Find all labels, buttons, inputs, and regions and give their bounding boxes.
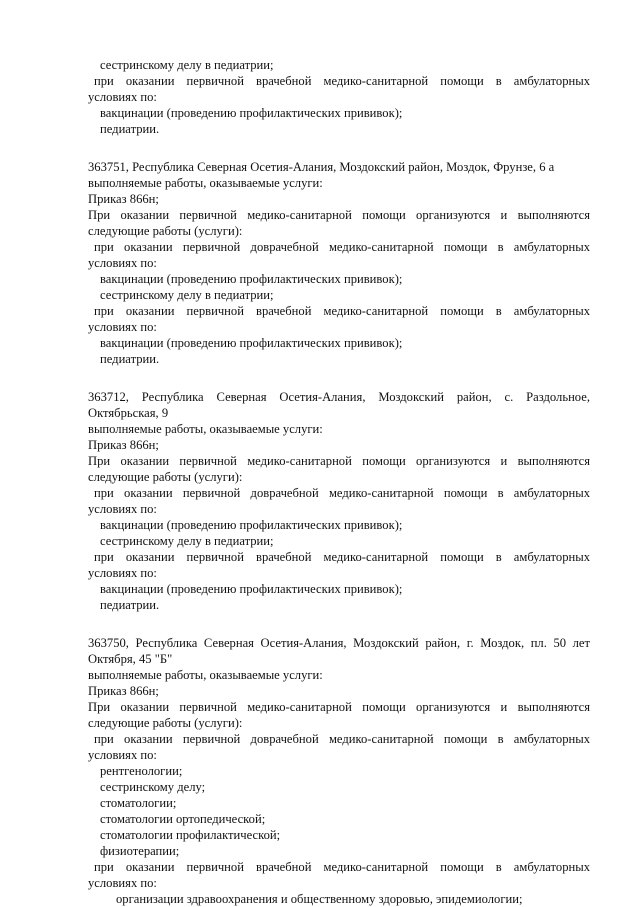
text-line: при оказании первичной врачебной медико-санитарной помощи в амбулаторных xyxy=(94,74,590,88)
text-line: При оказании первичной медико-санитарной помощи организуются и выполняются xyxy=(88,454,590,468)
text-line: условиях по: xyxy=(88,320,157,334)
list-item: вакцинации (проведению профилактических прививок); xyxy=(100,582,403,596)
text-line: условиях по: xyxy=(88,748,157,762)
text-line: условиях по: xyxy=(88,90,157,104)
address-line: 363751, Республика Северная Осетия-Алания, Моздокский район, Моздок, Фрунзе, 6 а xyxy=(88,160,555,174)
text-line: при оказании первичной врачебной медико-санитарной помощи в амбулаторных xyxy=(94,550,590,564)
text-line: при оказании первичной доврачебной медико-санитарной помощи в амбулаторных xyxy=(94,732,590,746)
order-reference: Приказ 866н; xyxy=(88,192,159,206)
text-line: при оказании первичной врачебной медико-санитарной помощи в амбулаторных xyxy=(94,860,590,874)
order-reference: Приказ 866н; xyxy=(88,438,159,452)
list-item: стоматологии профилактической; xyxy=(100,828,281,842)
text-line: условиях по: xyxy=(88,876,157,890)
list-item: сестринскому делу в педиатрии; xyxy=(100,288,274,302)
list-item: физиотерапии; xyxy=(100,844,180,858)
address-line: Октябрьская, 9 xyxy=(88,406,169,420)
text-line: вакцинации (проведению профилактических прививок); xyxy=(100,106,403,120)
list-item: педиатрии. xyxy=(100,598,160,612)
works-label: выполняемые работы, оказываемые услуги: xyxy=(88,176,323,190)
address-entry xyxy=(88,159,590,367)
list-item: сестринскому делу; xyxy=(100,780,206,794)
text-line: При оказании первичной медико-санитарной помощи организуются и выполняются xyxy=(88,700,590,714)
text-line: при оказании первичной врачебной медико-санитарной помощи в амбулаторных xyxy=(94,304,590,318)
list-item: сестринскому делу в педиатрии; xyxy=(100,534,274,548)
list-item: рентгенологии; xyxy=(100,764,183,778)
text-line: педиатрии. xyxy=(100,122,160,136)
document-body xyxy=(88,57,590,907)
text-line: при оказании первичной доврачебной медико-санитарной помощи в амбулаторных xyxy=(94,240,590,254)
list-item: организации здравоохранения и общественному здоровью, эпидемиологии; xyxy=(116,892,523,906)
text-line: следующие работы (услуги): xyxy=(88,470,243,484)
address-entry xyxy=(88,389,590,613)
list-item: вакцинации (проведению профилактических прививок); xyxy=(100,272,403,286)
works-label: выполняемые работы, оказываемые услуги: xyxy=(88,668,323,682)
text-line: следующие работы (услуги): xyxy=(88,716,243,730)
text-line: условиях по: xyxy=(88,502,157,516)
text-line: при оказании первичной доврачебной медико-санитарной помощи в амбулаторных xyxy=(94,486,590,500)
list-item: стоматологии ортопедической; xyxy=(100,812,266,826)
text-line: следующие работы (услуги): xyxy=(88,224,243,238)
list-item: вакцинации (проведению профилактических прививок); xyxy=(100,336,403,350)
address-entry xyxy=(88,635,590,907)
text-line: условиях по: xyxy=(88,256,157,270)
address-line: 363750, Республика Северная Осетия-Алания, Моздокский район, г. Моздок, пл. 50 лет xyxy=(88,636,590,650)
list-item: стоматологии; xyxy=(100,796,177,810)
address-line: Октября, 45 "Б" xyxy=(88,652,173,666)
text-line: При оказании первичной медико-санитарной помощи организуются и выполняются xyxy=(88,208,590,222)
address-line: 363712, Республика Северная Осетия-Алания, Моздокский район, с. Раздольное, xyxy=(88,390,590,404)
text-line: условиях по: xyxy=(88,566,157,580)
works-label: выполняемые работы, оказываемые услуги: xyxy=(88,422,323,436)
list-item: вакцинации (проведению профилактических прививок); xyxy=(100,518,403,532)
order-reference: Приказ 866н; xyxy=(88,684,159,698)
list-item: педиатрии. xyxy=(100,352,160,366)
text-line: сестринскому делу в педиатрии; xyxy=(100,58,274,72)
